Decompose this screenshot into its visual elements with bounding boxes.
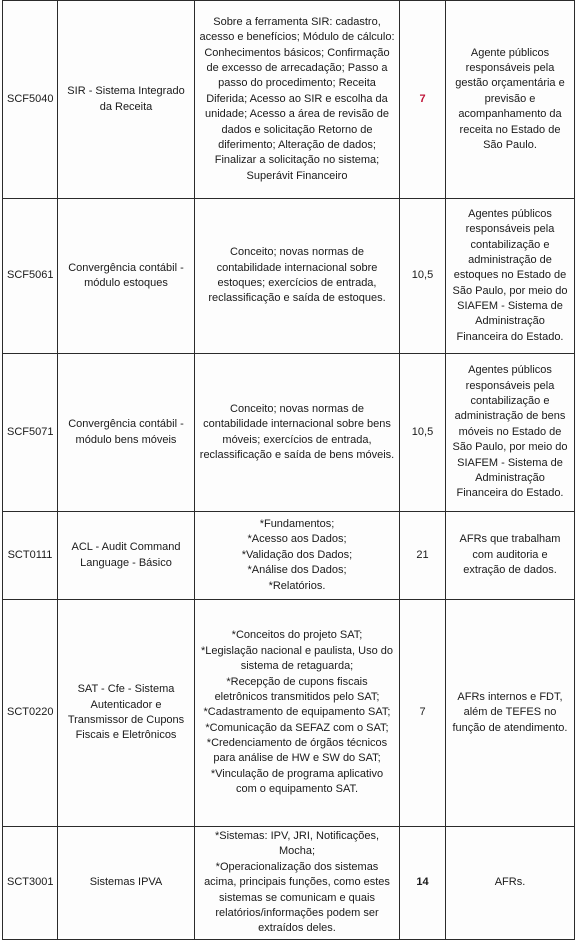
content-line: *Operacionalização dos sistemas acima, principais funções, como estes sistemas se comunicam e quais relatórios/informações podem ser extraídos deles. — [204, 860, 390, 935]
course-name: ACL - Audit Command Language - Básico — [58, 512, 195, 600]
table-row — [3, 512, 575, 600]
course-code: SCT0220 — [3, 600, 58, 827]
course-content: Conceito; novas normas de contabilidade internacional sobre bens móveis; exercícios de entrada, reclassificação e saída de bens móveis. — [195, 354, 400, 512]
table-row — [3, 1, 575, 199]
course-content: Sobre a ferramenta SIR: cadastro, acesso e benefícios; Módulo de cálculo: Conhecimentos básicos; Confirmação de excesso de arrecadação; Passo a passo do procedimento; Receita Diferida; Acesso ao SIR e escolha da unidade; Acesso a área de revisão de dados e solicitação Retorno de diferimento; Alteração de dados; Finalizar a solicitação no sistema; Superávit Financeiro — [195, 1, 400, 199]
content-line: *Análise dos Dados; — [247, 564, 347, 577]
content-line: *Legislação nacional e paulista, Uso do sistema de retaguarda; — [200, 644, 394, 673]
course-content — [195, 512, 400, 600]
course-hours: 7 — [400, 600, 446, 827]
course-target-audience: AFRs que trabalham com auditoria e extração de dados. — [446, 512, 575, 600]
content-line: *Credenciamento de órgãos técnicos para análise de HW e SW do SAT; — [206, 737, 388, 765]
content-line: *Cadastramento de equipamento SAT; — [203, 706, 391, 719]
course-name: Sistemas IPVA — [58, 827, 195, 940]
table-row — [3, 199, 575, 354]
course-target-audience: Agente públicos responsáveis pela gestão orçamentária e previsão e acompanhamento da receita no Estado de São Paulo. — [446, 1, 575, 199]
content-line: *Fundamentos; — [259, 518, 335, 531]
content-line: *Acesso aos Dados; — [247, 533, 347, 546]
table-row — [3, 354, 575, 512]
course-content — [195, 827, 400, 940]
course-content — [195, 600, 400, 827]
course-code: SCF5040 — [3, 1, 58, 199]
course-code: SCF5061 — [3, 199, 58, 354]
content-line: *Recepção de cupons fiscais eletrônicos transmitidos pelo SAT; — [214, 675, 380, 703]
course-table — [2, 0, 575, 940]
course-target-audience: Agentes públicos responsáveis pela contabilização e administração de bens móveis no Estado de São Paulo, por meio do SIAFEM - Sistema de Administração Financeira do Estado. — [446, 354, 575, 512]
content-line: *Conceitos do projeto SAT; — [231, 629, 363, 642]
content-line: *Sistemas: IPV, JRI, Notificações, Mocha; — [214, 830, 380, 858]
course-name: SAT - Cfe - Sistema Autenticador e Transmissor de Cupons Fiscais e Eletrônicos — [58, 600, 195, 827]
course-name: Convergência contábil - módulo estoques — [58, 199, 195, 354]
course-hours: 14 — [400, 827, 446, 940]
content-line: *Comunicação da SEFAZ com o SAT; — [205, 721, 389, 734]
course-name: Convergência contábil - módulo bens móveis — [58, 354, 195, 512]
course-hours: 10,5 — [400, 354, 446, 512]
course-name: SIR - Sistema Integrado da Receita — [58, 1, 195, 199]
course-content: Conceito; novas normas de contabilidade internacional sobre estoques; exercícios de entrada, reclassificação e saída de estoques. — [195, 199, 400, 354]
course-code: SCT3001 — [3, 827, 58, 940]
course-code: SCT0111 — [3, 512, 58, 600]
course-code: SCF5071 — [3, 354, 58, 512]
course-hours: 7 — [400, 1, 446, 199]
content-line: *Relatórios. — [268, 579, 326, 592]
course-target-audience: AFRs. — [446, 827, 575, 940]
course-hours: 21 — [400, 512, 446, 600]
table-row — [3, 600, 575, 827]
content-line: *Vinculação de programa aplicativo com o equipamento SAT. — [210, 767, 384, 796]
table-row — [3, 827, 575, 940]
course-target-audience: AFRs internos e FDT, além de TEFES no função de atendimento. — [446, 600, 575, 827]
course-target-audience: Agentes públicos responsáveis pela contabilização e administração de estoques no Estado de São Paulo, por meio do SIAFEM - Sistema de Administração Financeira do Estado. — [446, 199, 575, 354]
content-line: *Validação dos Dados; — [241, 548, 353, 561]
course-hours: 10,5 — [400, 199, 446, 354]
